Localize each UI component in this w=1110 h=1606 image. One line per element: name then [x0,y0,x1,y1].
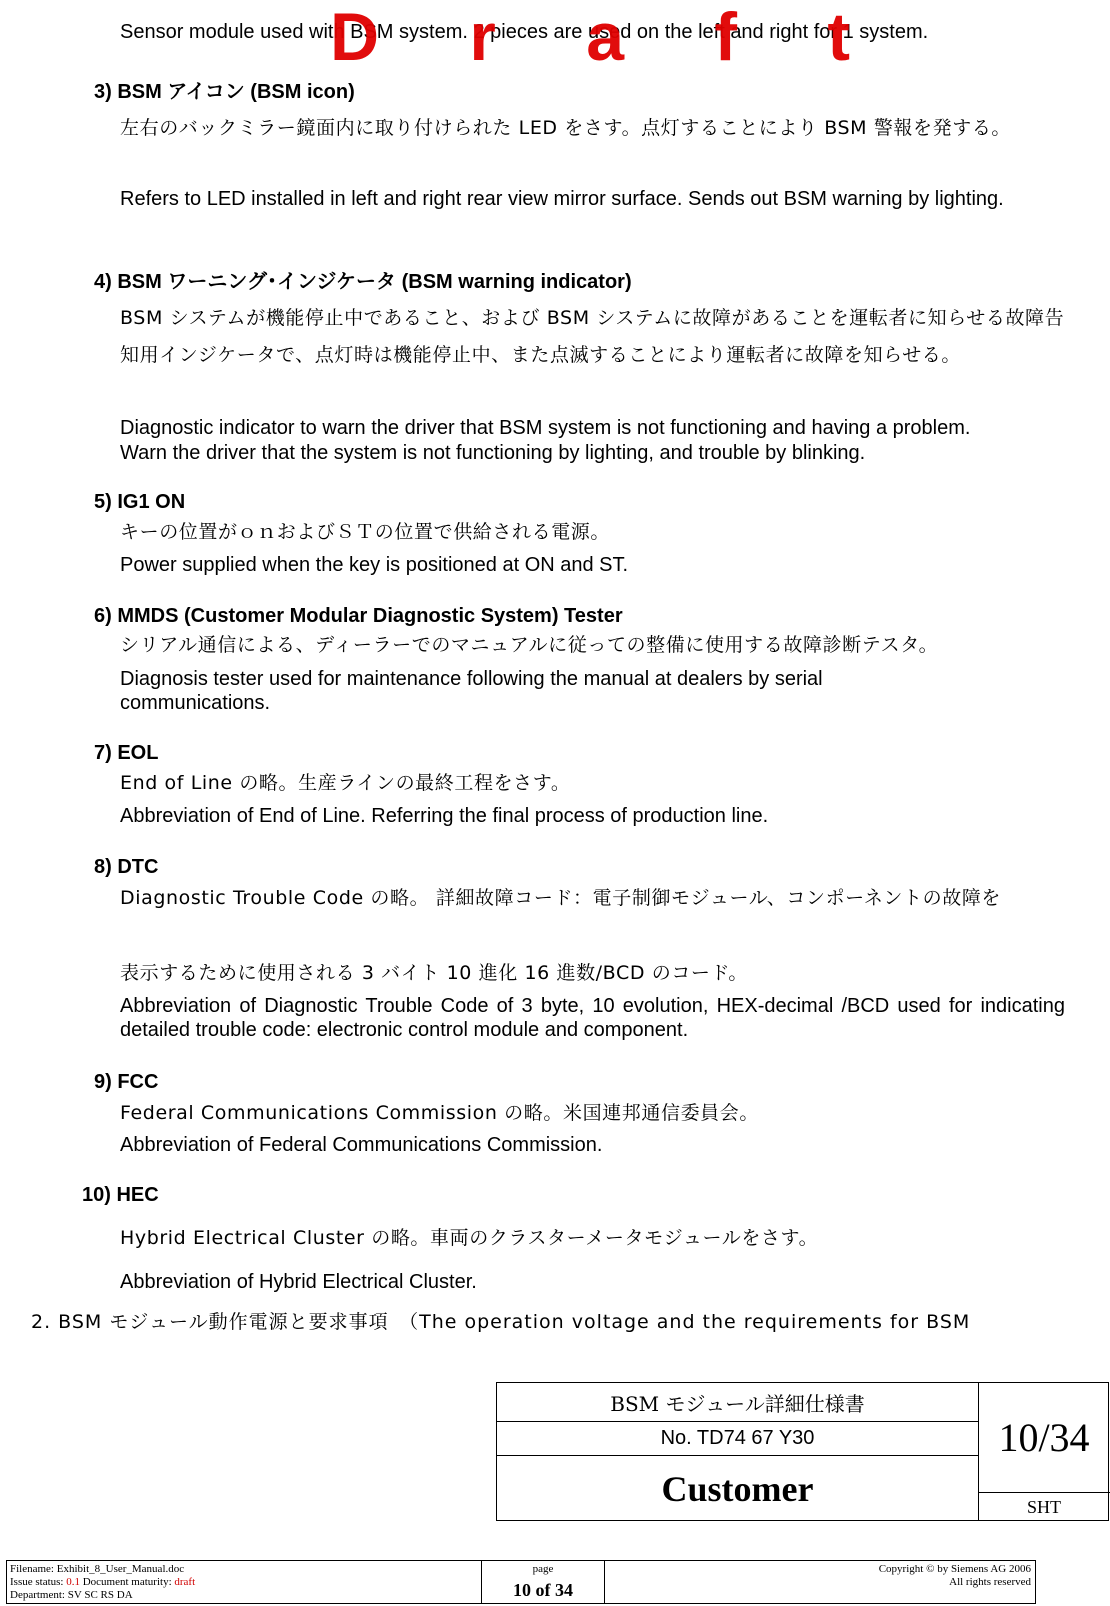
watermark-letter: D [330,0,380,75]
footer-page-box [481,1561,605,1603]
watermark-letter: a [586,0,625,75]
item-4-jp: BSM システムが機能停止中であること、および BSM システムに故障があることを運転者に知らせる故障告知用インジケータで、点灯時は機能停止中、また点滅することにより運転者に故障を知らせる。 [120,307,1065,366]
item-3-jp: 左右のバックミラー鏡面内に取り付けられた LED をさす。点灯することにより BSM 警報を発する。 [120,117,1012,139]
section-2-heading: 2. BSM モジュール動作電源と要求事項 （The operation voltage and the requirements for BSM [31,1311,971,1333]
item-5-jp: キーの位置がｏｎおよびＳＴの位置で供給される電源。 [120,521,611,543]
heading-3: 3) BSM アイコン (BSM icon) [94,79,355,103]
item-10-en: Abbreviation of Hybrid Electrical Cluster. [120,1271,477,1293]
heading-8: 8) DTC [94,856,159,878]
heading-9: 9) FCC [94,1071,159,1093]
sheet-label: SHT [1026,1496,1061,1517]
item-7-en: Abbreviation of End of Line. Referring the final process of production line. [120,805,769,827]
footer-page-number: 10 of 34 [513,1580,573,1600]
item-6-en-2: communications. [120,692,271,714]
item-9-en: Abbreviation of Federal Communications Commission. [120,1134,603,1156]
item-9-jp: Federal Communications Commission の略。米国連邦通信委員会。 [120,1102,759,1124]
title-block [496,1382,1109,1521]
footer-copyright: Copyright © by Siemens AG 2006 [878,1563,1031,1575]
item-8-jp-2: 表示するために使用される 3 バイト 10 進化 16 進数/BCD のコード。 [120,962,749,984]
footer-rights: All rights reserved [949,1576,1031,1588]
item-4-en-2: Warn the driver that the system is not functioning by lighting, and trouble by blinking. [120,442,866,464]
footer-page-label: page [532,1563,554,1575]
item-6-jp: シリアル通信による、ディーラーでのマニュアルに従っての整備に使用する故障診断テスタ。 [120,634,939,656]
heading-6: 6) MMDS (Customer Modular Diagnostic System) Tester [94,605,623,627]
heading-5: 5) IG1 ON [94,491,186,513]
document-title: BSM モジュール詳細仕様書 [610,1391,865,1416]
footer-department: Department: SV SC RS DA [10,1589,133,1601]
item-8-en: Abbreviation of Diagnostic Trouble Code of 3 byte, 10 evolution, HEX-decimal /BCD used for indicating detailed trouble code: electronic control module and component. [120,995,1065,1041]
page-footer [6,1560,1036,1604]
item-10-jp: Hybrid Electrical Cluster の略。車両のクラスターメータモジュールをさす。 [120,1227,819,1249]
watermark-letter: t [827,0,850,75]
item-7-jp: End of Line の略。生産ラインの最終工程をさす。 [120,772,571,794]
footer-left [10,1563,195,1602]
intro-paragraph: Sensor module used with BSM system. 2 pieces are used on the left and right for 1 system. [120,21,929,43]
heading-7: 7) EOL [94,742,159,764]
footer-right [879,1563,1031,1589]
sheet-number: 10/34 [998,1415,1090,1460]
item-8-jp-1: Diagnostic Trouble Code の略。 詳細故障コード：電子制御モジュール、コンポーネントの故障を [120,887,1002,909]
heading-4: 4) BSM ワーニング･インジケータ (BSM warning indicator) [94,269,632,293]
customer-label: Customer [661,1468,814,1509]
document-number: No. TD74 67 Y30 [660,1426,815,1449]
item-3-en: Refers to LED installed in left and right rear view mirror surface. Sends out BSM warning by lighting. [120,188,1004,210]
watermark-letter: f [714,0,737,75]
item-5-en: Power supplied when the key is positioned at ON and ST. [120,554,629,576]
heading-10: 10) HEC [82,1184,159,1206]
item-4-en-1: Diagnostic indicator to warn the driver that BSM system is not functioning and having a problem. [120,417,971,439]
item-6-en-1: Diagnosis tester used for maintenance following the manual at dealers by serial [120,668,823,690]
watermark-letter: r [469,0,496,75]
footer-filename: Filename: Exhibit_8_User_Manual.doc [10,1563,185,1575]
footer-issue-status: Issue status: 0.1 Document maturity: draft [10,1576,196,1588]
